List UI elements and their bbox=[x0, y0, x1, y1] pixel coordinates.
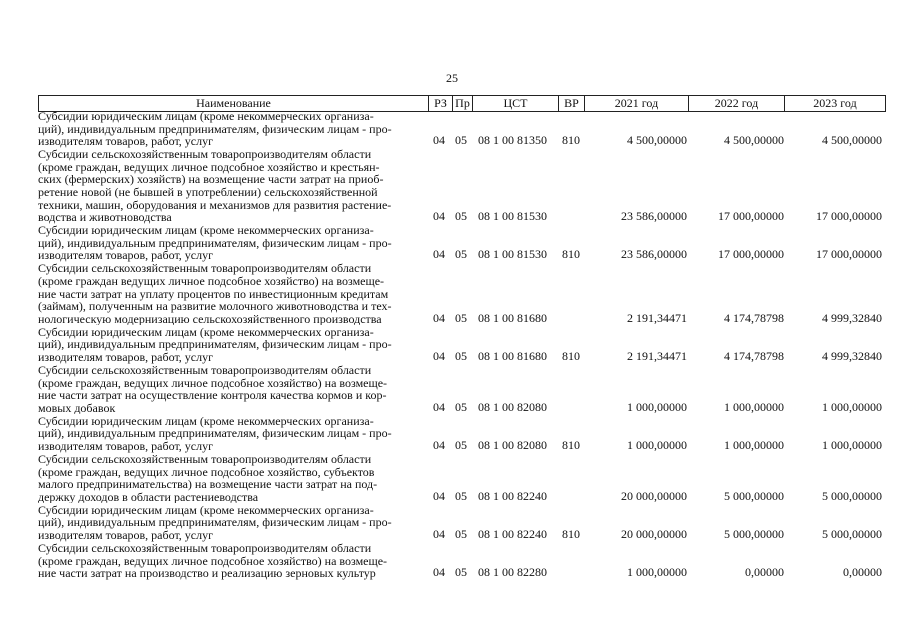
row-y2022: 4 500,00000 bbox=[724, 133, 784, 148]
header-2021: 2021 год bbox=[584, 96, 688, 111]
row-y2023: 5 000,00000 bbox=[822, 488, 882, 503]
row-vr: 810 bbox=[562, 526, 580, 541]
row-name-line: Субсидии сельскохозяйственным товаропроизводителям области bbox=[38, 148, 372, 162]
row-name-line: ние части затрат на производство и реализацию зерновых культур bbox=[38, 566, 376, 580]
table-row bbox=[38, 326, 886, 364]
row-y2021: 20 000,00000 bbox=[621, 488, 687, 503]
row-pr: 05 bbox=[455, 399, 467, 414]
row-name-line: ций), индивидуальным предпринимателям, физическим лицам - про- bbox=[38, 121, 392, 136]
row-y2022: 0,00000 bbox=[745, 565, 784, 580]
row-name-line: Субсидии юридическим лицам (кроме некоммерческих организа- bbox=[38, 224, 374, 238]
row-name-line: Субсидии юридическим лицам (кроме некоммерческих организа- bbox=[38, 325, 374, 339]
row-name-line: держку доходов в области растениеводства bbox=[38, 489, 259, 504]
row-pr: 05 bbox=[455, 133, 467, 148]
row-name-line: (кроме граждан ведущих личное подсобное хозяйство) на возмеще- bbox=[38, 273, 385, 288]
row-cst: 08 1 00 81530 bbox=[478, 209, 547, 224]
header-2023: 2023 год bbox=[784, 96, 886, 111]
row-cst: 08 1 00 81680 bbox=[478, 348, 547, 363]
row-y2021: 1 000,00000 bbox=[627, 437, 687, 452]
row-vr: 810 bbox=[562, 133, 580, 148]
row-rz: 04 bbox=[433, 488, 445, 503]
row-pr: 05 bbox=[455, 348, 467, 363]
row-cst: 08 1 00 82240 bbox=[478, 488, 547, 503]
row-y2022: 5 000,00000 bbox=[724, 488, 784, 503]
row-name-line: изводителям товаров, работ, услуг bbox=[38, 438, 214, 453]
table-row bbox=[38, 110, 886, 148]
row-pr: 05 bbox=[455, 488, 467, 503]
row-cst: 08 1 00 82080 bbox=[478, 399, 547, 414]
row-y2022: 17 000,00000 bbox=[718, 247, 784, 262]
row-name-line: (кроме граждан, ведущих личное подсобное хозяйство и крестьян- bbox=[38, 159, 380, 174]
header-name: Наименование bbox=[38, 96, 428, 111]
row-pr: 05 bbox=[455, 310, 467, 325]
row-rz: 04 bbox=[433, 565, 445, 580]
row-y2022: 4 174,78798 bbox=[724, 348, 784, 363]
row-name-line: ние части затрат на осуществление контроля качества кормов и кор- bbox=[38, 388, 387, 403]
row-name bbox=[38, 415, 422, 453]
row-rz: 04 bbox=[433, 348, 445, 363]
row-vr: 810 bbox=[562, 348, 580, 363]
row-name bbox=[38, 364, 422, 414]
row-cst: 08 1 00 82280 bbox=[478, 565, 547, 580]
row-y2021: 20 000,00000 bbox=[621, 526, 687, 541]
row-y2023: 17 000,00000 bbox=[816, 247, 882, 262]
row-name-line: изводителям товаров, работ, услуг bbox=[38, 134, 214, 148]
table-row bbox=[38, 262, 886, 325]
page-number: 25 bbox=[446, 71, 458, 85]
row-y2021: 23 586,00000 bbox=[621, 247, 687, 262]
row-name bbox=[38, 110, 422, 148]
row-cst: 08 1 00 82080 bbox=[478, 437, 547, 452]
row-name-line: (кроме граждан, ведущих личное подсобное хозяйство, субъектов bbox=[38, 464, 375, 479]
row-pr: 05 bbox=[455, 565, 467, 580]
table-row bbox=[38, 148, 886, 224]
table-row bbox=[38, 415, 886, 453]
row-y2023: 0,00000 bbox=[843, 565, 882, 580]
row-name-line: Субсидии юридическим лицам (кроме некоммерческих организа- bbox=[38, 110, 374, 123]
row-y2023: 17 000,00000 bbox=[816, 209, 882, 224]
row-y2023: 4 999,32840 bbox=[822, 348, 882, 363]
table-row bbox=[38, 453, 886, 504]
row-y2022: 4 174,78798 bbox=[724, 310, 784, 325]
row-pr: 05 bbox=[455, 247, 467, 262]
row-y2022: 5 000,00000 bbox=[724, 526, 784, 541]
header-rz: РЗ bbox=[428, 96, 452, 111]
row-name-line: водства и животноводства bbox=[38, 210, 172, 224]
row-name-line: ретение новой (не бывшей в употреблении) сельскохозяйственной bbox=[38, 184, 378, 199]
row-name-line: (кроме граждан, ведущих личное подсобное хозяйство) на возмеще- bbox=[38, 375, 388, 390]
row-name bbox=[38, 224, 422, 262]
row-y2021: 1 000,00000 bbox=[627, 565, 687, 580]
row-cst: 08 1 00 81530 bbox=[478, 247, 547, 262]
row-name bbox=[38, 542, 422, 580]
row-name-line: техники, машин, оборудования и механизмов для развития растение- bbox=[38, 197, 392, 212]
row-name-line: (займам), полученным на развитие молочного животноводства и тех- bbox=[38, 299, 392, 314]
row-name bbox=[38, 453, 422, 503]
row-name-line: изводителям товаров, работ, услуг bbox=[38, 349, 214, 364]
row-y2022: 1 000,00000 bbox=[724, 437, 784, 452]
row-name bbox=[38, 326, 422, 364]
row-name-line: ций), индивидуальным предпринимателям, физическим лицам - про- bbox=[38, 337, 392, 352]
header-cst: ЦСТ bbox=[472, 96, 558, 111]
row-name bbox=[38, 262, 422, 325]
row-rz: 04 bbox=[433, 209, 445, 224]
row-name-line: ние части затрат на уплату процентов по инвестиционным кредитам bbox=[38, 286, 389, 301]
row-name-line: ций), индивидуальным предпринимателям, физическим лицам - про- bbox=[38, 515, 392, 530]
row-name-line: Субсидии сельскохозяйственным товаропроизводителям области bbox=[38, 364, 372, 377]
row-y2021: 2 191,34471 bbox=[627, 310, 687, 325]
row-y2022: 1 000,00000 bbox=[724, 399, 784, 414]
row-y2023: 4 999,32840 bbox=[822, 310, 882, 325]
row-y2021: 2 191,34471 bbox=[627, 348, 687, 363]
row-y2023: 1 000,00000 bbox=[822, 399, 882, 414]
row-name-line: ций), индивидуальным предпринимателям, физическим лицам - про- bbox=[38, 235, 392, 250]
row-rz: 04 bbox=[433, 437, 445, 452]
table-row bbox=[38, 542, 886, 580]
row-name-line: Субсидии сельскохозяйственным товаропроизводителям области bbox=[38, 542, 372, 555]
row-name bbox=[38, 148, 422, 224]
row-rz: 04 bbox=[433, 247, 445, 262]
row-rz: 04 bbox=[433, 133, 445, 148]
row-pr: 05 bbox=[455, 437, 467, 452]
row-name-line: Субсидии юридическим лицам (кроме некоммерческих организа- bbox=[38, 503, 374, 517]
row-cst: 08 1 00 81680 bbox=[478, 310, 547, 325]
row-name-line: нологическую модернизацию сельскохозяйственного производства bbox=[38, 311, 382, 326]
row-name-line: малого предпринимательства) на возмещение части затрат на под- bbox=[38, 477, 378, 492]
row-name-line: изводителям товаров, работ, услуг bbox=[38, 527, 214, 542]
row-rz: 04 bbox=[433, 526, 445, 541]
row-rz: 04 bbox=[433, 399, 445, 414]
header-2022: 2022 год bbox=[688, 96, 784, 111]
row-name-line: (кроме граждан, ведущих личное подсобное хозяйство) на возмеще- bbox=[38, 553, 388, 568]
row-cst: 08 1 00 82240 bbox=[478, 526, 547, 541]
row-vr: 810 bbox=[562, 437, 580, 452]
row-y2023: 5 000,00000 bbox=[822, 526, 882, 541]
row-name bbox=[38, 504, 422, 542]
row-pr: 05 bbox=[455, 526, 467, 541]
row-y2023: 4 500,00000 bbox=[822, 133, 882, 148]
table-row bbox=[38, 224, 886, 262]
row-name-line: ских (фермерских) хозяйств) на возмещение части затрат на приоб- bbox=[38, 172, 384, 187]
table-row bbox=[38, 364, 886, 415]
table-row bbox=[38, 504, 886, 542]
row-name-line: мовых добавок bbox=[38, 400, 116, 415]
row-y2021: 1 000,00000 bbox=[627, 399, 687, 414]
row-vr: 810 bbox=[562, 247, 580, 262]
row-cst: 08 1 00 81350 bbox=[478, 133, 547, 148]
row-name-line: Субсидии сельскохозяйственным товаропроизводителям области bbox=[38, 262, 372, 276]
row-rz: 04 bbox=[433, 310, 445, 325]
row-pr: 05 bbox=[455, 209, 467, 224]
row-name-line: Субсидии юридическим лицам (кроме некоммерческих организа- bbox=[38, 414, 374, 428]
header-pr: Пр bbox=[452, 96, 472, 111]
row-name-line: Субсидии сельскохозяйственным товаропроизводителям области bbox=[38, 453, 372, 466]
row-y2021: 4 500,00000 bbox=[627, 133, 687, 148]
row-y2022: 17 000,00000 bbox=[718, 209, 784, 224]
row-name-line: ций), индивидуальным предпринимателям, физическим лицам - про- bbox=[38, 426, 392, 441]
row-y2021: 23 586,00000 bbox=[621, 209, 687, 224]
header-vr: ВР bbox=[558, 96, 584, 111]
row-name-line: изводителям товаров, работ, услуг bbox=[38, 248, 214, 262]
row-y2023: 1 000,00000 bbox=[822, 437, 882, 452]
